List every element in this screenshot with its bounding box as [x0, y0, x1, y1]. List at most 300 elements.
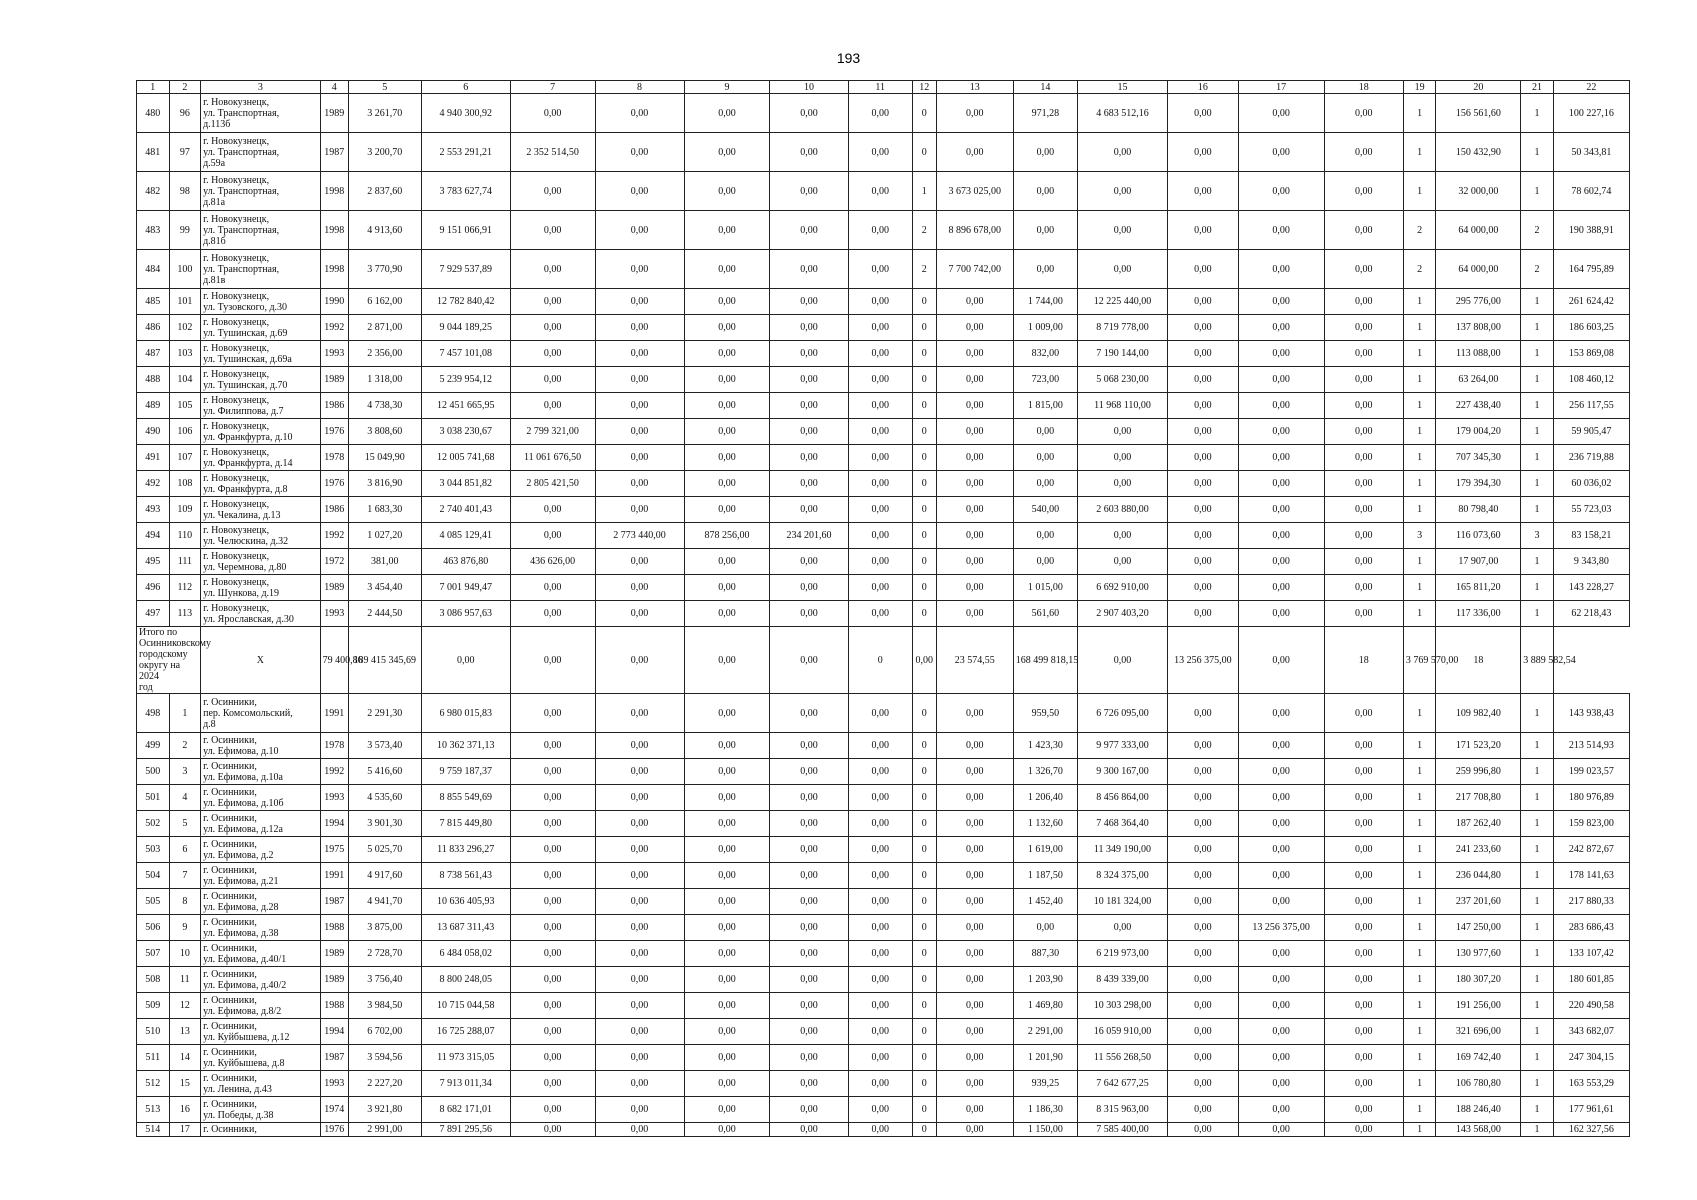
table-row [137, 837, 1630, 863]
table-cell: 508 [137, 967, 170, 993]
table-cell: 0,00 [1168, 133, 1239, 172]
table-cell: 117 336,00 [1436, 601, 1521, 627]
table-cell: 0,00 [1013, 133, 1077, 172]
table-cell: 0,00 [770, 1071, 848, 1097]
table-cell: 13 256 375,00 [1238, 915, 1324, 941]
table-cell: 321 696,00 [1436, 1019, 1521, 1045]
table-cell: 108 [169, 471, 201, 497]
table-cell: 62 218,43 [1553, 601, 1629, 627]
table-cell: 0,00 [1168, 941, 1239, 967]
table-cell: 2 907 403,20 [1077, 601, 1167, 627]
table-cell: 3 808,60 [348, 419, 421, 445]
table-cell: X [201, 627, 321, 694]
column-number: 18 [1324, 81, 1403, 94]
table-cell: 11 [169, 967, 201, 993]
table-cell: 0,00 [770, 837, 848, 863]
table-cell: 60 036,02 [1553, 471, 1629, 497]
address-cell: г. Новокузнецк, ул. Франкфурта, д.10 [201, 419, 321, 445]
table-cell: 0,00 [510, 837, 595, 863]
table-cell: 12 005 741,68 [421, 445, 510, 471]
table-cell: 108 460,12 [1553, 367, 1629, 393]
address-cell: г. Осинники, ул. Куйбышева, д.8 [201, 1045, 321, 1071]
table-cell: 0,00 [1013, 915, 1077, 941]
table-cell: 0,00 [770, 889, 848, 915]
table-cell: 0,00 [1077, 549, 1167, 575]
table-cell: 0,00 [1013, 445, 1077, 471]
table-cell: 0,00 [848, 1071, 912, 1097]
table-cell: 0,00 [684, 315, 770, 341]
table-row [137, 497, 1630, 523]
table-cell: 256 117,55 [1553, 393, 1629, 419]
table-cell: 130 977,60 [1436, 941, 1521, 967]
address-cell: г. Осинники, ул. Куйбышева, д.12 [201, 1019, 321, 1045]
table-cell: 0 [912, 367, 936, 393]
table-cell: 1978 [320, 733, 348, 759]
table-cell: 0,00 [848, 393, 912, 419]
table-cell: 0,00 [936, 1123, 1013, 1137]
column-number: 19 [1403, 81, 1436, 94]
table-cell: 1 [1403, 419, 1436, 445]
table-cell: 5 416,60 [348, 759, 421, 785]
table-cell: 0,00 [595, 211, 684, 250]
table-cell: 101 [169, 289, 201, 315]
table-cell: 0,00 [1168, 341, 1239, 367]
table-cell: 482 [137, 172, 170, 211]
table-cell: 0,00 [848, 837, 912, 863]
table-cell: 7 190 144,00 [1077, 341, 1167, 367]
table-cell: 0,00 [1168, 993, 1239, 1019]
table-cell: 1 [1521, 1123, 1554, 1137]
table-cell: 0,00 [848, 1045, 912, 1071]
table-cell: 1 [1521, 1019, 1554, 1045]
address-cell: г. Новокузнецк, ул. Франкфурта, д.14 [201, 445, 321, 471]
table-cell: 0,00 [848, 445, 912, 471]
table-cell: 0,00 [1238, 315, 1324, 341]
table-cell: 1 [1403, 601, 1436, 627]
table-cell: 0,00 [510, 601, 595, 627]
table-cell: 0,00 [848, 289, 912, 315]
table-cell: 0,00 [1324, 1123, 1403, 1137]
table-cell: 0 [912, 1045, 936, 1071]
table-cell: 0,00 [1168, 1045, 1239, 1071]
table-row [137, 785, 1630, 811]
table-cell: 2 227,20 [348, 1071, 421, 1097]
table-cell: 23 574,55 [936, 627, 1013, 694]
table-cell: 0,00 [1238, 863, 1324, 889]
table-cell: 1 [1403, 289, 1436, 315]
table-cell: 0,00 [848, 759, 912, 785]
table-cell: 0,00 [936, 759, 1013, 785]
table-row [137, 211, 1630, 250]
table-cell: 16 [169, 1097, 201, 1123]
table-cell: 498 [137, 694, 170, 733]
table-cell: 0,00 [1077, 471, 1167, 497]
table-cell: 0,00 [1168, 785, 1239, 811]
table-cell: 0,00 [1168, 419, 1239, 445]
table-cell: 0,00 [510, 172, 595, 211]
table-cell: 0 [912, 837, 936, 863]
table-cell: 0,00 [1238, 627, 1324, 694]
table-cell: 180 307,20 [1436, 967, 1521, 993]
table-cell: 0,00 [936, 94, 1013, 133]
table-cell: 0,00 [770, 967, 848, 993]
table-cell: 0,00 [595, 993, 684, 1019]
table-cell: 1 027,20 [348, 523, 421, 549]
table-cell: 0,00 [1238, 694, 1324, 733]
table-cell: 1 [1521, 889, 1554, 915]
table-cell: 0 [912, 341, 936, 367]
table-cell: 79 400,86 [320, 627, 348, 694]
table-cell: 15 [169, 1071, 201, 1097]
table-cell: 1 206,40 [1013, 785, 1077, 811]
table-cell: 12 451 665,95 [421, 393, 510, 419]
table-cell: 1 187,50 [1013, 863, 1077, 889]
table-cell: 0 [912, 915, 936, 941]
table-cell: 3 770,90 [348, 250, 421, 289]
table-cell: 6 [169, 837, 201, 863]
table-cell: 1 [1403, 1019, 1436, 1045]
table-cell: 0,00 [770, 315, 848, 341]
table-cell: 493 [137, 497, 170, 523]
table-cell: 237 201,60 [1436, 889, 1521, 915]
table-cell: 506 [137, 915, 170, 941]
table-cell: 0,00 [1324, 341, 1403, 367]
table-cell: 1 [1521, 785, 1554, 811]
address-cell: г. Новокузнецк, ул. Чекалина, д.13 [201, 497, 321, 523]
table-cell: 0 [912, 497, 936, 523]
column-number: 4 [320, 81, 348, 94]
table-cell: 0,00 [595, 497, 684, 523]
table-cell: 0,00 [936, 1071, 1013, 1097]
table-cell: 0,00 [684, 445, 770, 471]
table-cell: 0,00 [1324, 393, 1403, 419]
table-cell: 0,00 [770, 471, 848, 497]
table-cell: 1993 [320, 341, 348, 367]
table-cell: 0,00 [1238, 575, 1324, 601]
table-cell: 0,00 [510, 315, 595, 341]
address-cell: г. Осинники, ул. Ефимова, д.8/2 [201, 993, 321, 1019]
table-cell: 1 [1521, 915, 1554, 941]
table-cell: 0,00 [848, 211, 912, 250]
table-cell: 7 929 537,89 [421, 250, 510, 289]
table-cell: 0,00 [510, 367, 595, 393]
table-cell: 7 585 400,00 [1077, 1123, 1167, 1137]
table-cell: 0,00 [595, 811, 684, 837]
table-cell: 80 798,40 [1436, 497, 1521, 523]
table-cell: 10 [169, 941, 201, 967]
table-cell: 0,00 [936, 837, 1013, 863]
table-cell: 0,00 [1324, 1071, 1403, 1097]
table-cell: 1994 [320, 811, 348, 837]
table-cell: 0,00 [510, 211, 595, 250]
table-cell: 1998 [320, 172, 348, 211]
table-cell: 1998 [320, 211, 348, 250]
table-cell: 3 921,80 [348, 1097, 421, 1123]
address-cell: г. Новокузнецк, ул. Филиппова, д.7 [201, 393, 321, 419]
table-cell: 0,00 [1168, 811, 1239, 837]
table-cell: 0,00 [1077, 250, 1167, 289]
table-cell: 1 [1403, 94, 1436, 133]
table-cell: 3 769 570,00 [1403, 627, 1436, 694]
table-cell: 0,00 [936, 1045, 1013, 1071]
table-cell: 3 038 230,67 [421, 419, 510, 445]
table-cell: 0,00 [1238, 1123, 1324, 1137]
table-cell: 0,00 [936, 967, 1013, 993]
table-cell: 0,00 [1324, 863, 1403, 889]
table-cell: 4 [169, 785, 201, 811]
table-cell: 0,00 [1168, 575, 1239, 601]
table-cell: 492 [137, 471, 170, 497]
table-cell: 0,00 [936, 941, 1013, 967]
address-cell: г. Новокузнецк, ул. Тузовского, д.30 [201, 289, 321, 315]
table-cell: 1 [1403, 341, 1436, 367]
table-cell: 0,00 [510, 575, 595, 601]
column-number: 21 [1521, 81, 1554, 94]
table-cell: 1 [1521, 1045, 1554, 1071]
table-cell: 0 [912, 733, 936, 759]
table-cell: 1988 [320, 993, 348, 1019]
table-cell: 0,00 [1324, 419, 1403, 445]
table-cell: 0,00 [510, 1097, 595, 1123]
table-cell: 99 [169, 211, 201, 250]
table-cell: 1 [169, 694, 201, 733]
table-cell: 436 626,00 [510, 549, 595, 575]
table-cell: 0 [912, 941, 936, 967]
table-cell: 0,00 [1238, 393, 1324, 419]
table-cell: 169 742,40 [1436, 1045, 1521, 1071]
table-cell: 180 601,85 [1553, 967, 1629, 993]
table-cell: 0,00 [1324, 497, 1403, 523]
table-cell: 381,00 [348, 549, 421, 575]
table-cell: 0,00 [770, 419, 848, 445]
table-cell: 2 [169, 733, 201, 759]
table-cell: 143 938,43 [1553, 694, 1629, 733]
table-cell: 4 941,70 [348, 889, 421, 915]
column-number: 22 [1553, 81, 1629, 94]
table-cell: 0,00 [1013, 523, 1077, 549]
table-cell: 163 553,29 [1553, 1071, 1629, 1097]
address-cell: г. Осинники, ул. Ефимова, д.10б [201, 785, 321, 811]
table-cell: 0,00 [848, 993, 912, 1019]
table-cell: 1 [1521, 993, 1554, 1019]
table-cell: 0,00 [936, 419, 1013, 445]
table-cell: 171 523,20 [1436, 733, 1521, 759]
table-cell: 0 [912, 785, 936, 811]
table-cell: 9 759 187,37 [421, 759, 510, 785]
table-cell: 1 [1403, 889, 1436, 915]
table-row [137, 733, 1630, 759]
table-cell: 1 [1403, 967, 1436, 993]
table-cell: 0,00 [1324, 94, 1403, 133]
table-cell: 2 [1521, 250, 1554, 289]
table-cell: 0,00 [770, 172, 848, 211]
table-cell: 0,00 [1168, 172, 1239, 211]
table-cell: 0,00 [848, 1123, 912, 1137]
table-cell: 4 683 512,16 [1077, 94, 1167, 133]
address-cell: г. Новокузнецк, ул. Транспортная, д.81а [201, 172, 321, 211]
table-cell: 2 553 291,21 [421, 133, 510, 172]
table-cell: 1992 [320, 523, 348, 549]
table-cell: 463 876,80 [421, 549, 510, 575]
table-cell: 17 [169, 1123, 201, 1137]
table-cell: 2 [912, 250, 936, 289]
table-cell: 150 432,90 [1436, 133, 1521, 172]
table-cell: 0,00 [684, 811, 770, 837]
table-cell: 0,00 [510, 627, 595, 694]
table-cell: 0,00 [1324, 993, 1403, 1019]
table-cell: 1 [1403, 393, 1436, 419]
table-cell: 6 692 910,00 [1077, 575, 1167, 601]
table-cell: 939,25 [1013, 1071, 1077, 1097]
table-cell: 97 [169, 133, 201, 172]
table-cell: 7 815 449,80 [421, 811, 510, 837]
table-row [137, 445, 1630, 471]
table-cell: 0,00 [848, 575, 912, 601]
table-cell: 1 009,00 [1013, 315, 1077, 341]
table-cell: 156 561,60 [1436, 94, 1521, 133]
table-cell: 6 484 058,02 [421, 941, 510, 967]
table-row [137, 289, 1630, 315]
address-cell: г. Новокузнецк, ул. Транспортная, д.81в [201, 250, 321, 289]
table-cell: 13 256 375,00 [1168, 627, 1239, 694]
table-cell: 9 [169, 915, 201, 941]
table-cell: 7 001 949,47 [421, 575, 510, 601]
table-cell: 0,00 [848, 133, 912, 172]
table-row [137, 172, 1630, 211]
table-cell: 8 324 375,00 [1077, 863, 1167, 889]
table-cell: 6 702,00 [348, 1019, 421, 1045]
table-cell: 0,00 [770, 915, 848, 941]
table-cell: 0,00 [1168, 1097, 1239, 1123]
table-cell: 0,00 [595, 94, 684, 133]
table-cell: 0,00 [684, 1045, 770, 1071]
table-cell: 11 349 190,00 [1077, 837, 1167, 863]
table-cell: 0,00 [936, 471, 1013, 497]
table-cell: 1 [1403, 367, 1436, 393]
table-cell: 1 [1403, 733, 1436, 759]
table-cell: 9 343,80 [1553, 549, 1629, 575]
table-cell: 1 [1403, 445, 1436, 471]
table-cell: 0,00 [1238, 289, 1324, 315]
table-cell: 1 469,80 [1013, 993, 1077, 1019]
table-cell: 887,30 [1013, 941, 1077, 967]
table-cell: 0,00 [1238, 889, 1324, 915]
table-row [137, 993, 1630, 1019]
table-cell: 10 303 298,00 [1077, 993, 1167, 1019]
table-cell: 3 573,40 [348, 733, 421, 759]
table-cell: 0 [912, 967, 936, 993]
table-cell: 18 [1324, 627, 1403, 694]
table-cell: 0,00 [1324, 967, 1403, 993]
table-cell: 1988 [320, 915, 348, 941]
table-cell: 0,00 [1168, 549, 1239, 575]
table-cell: 832,00 [1013, 341, 1077, 367]
table-cell: 0,00 [595, 471, 684, 497]
table-cell: 59 905,47 [1553, 419, 1629, 445]
table-cell: 0,00 [1168, 315, 1239, 341]
address-cell: г. Осинники, ул. Ефимова, д.28 [201, 889, 321, 915]
table-cell: 12 782 840,42 [421, 289, 510, 315]
table-cell: 1 [1403, 1097, 1436, 1123]
table-cell: 0,00 [595, 133, 684, 172]
table-cell: 1 [1403, 915, 1436, 941]
table-cell: 3 984,50 [348, 993, 421, 1019]
table-cell: 1 [1403, 837, 1436, 863]
table-cell: 0,00 [684, 941, 770, 967]
table-cell: 1 [1521, 497, 1554, 523]
table-cell: 1 [1521, 967, 1554, 993]
table-cell: 0,00 [770, 133, 848, 172]
table-cell: 0,00 [770, 694, 848, 733]
table-cell: 500 [137, 759, 170, 785]
table-cell: 9 044 189,25 [421, 315, 510, 341]
table-cell: 3 594,56 [348, 1045, 421, 1071]
table-cell: 1 [1521, 1097, 1554, 1123]
data-table [136, 80, 1630, 1137]
table-cell: 83 158,21 [1553, 523, 1629, 549]
table-cell: 0,00 [595, 889, 684, 915]
table-cell: 9 151 066,91 [421, 211, 510, 250]
table-cell: 100 [169, 250, 201, 289]
table-cell: 0,00 [595, 172, 684, 211]
table-cell: 78 602,74 [1553, 172, 1629, 211]
table-cell: 878 256,00 [684, 523, 770, 549]
table-cell: 0,00 [684, 94, 770, 133]
table-cell: 0,00 [1077, 172, 1167, 211]
table-cell: 236 044,80 [1436, 863, 1521, 889]
table-cell: 1978 [320, 445, 348, 471]
table-cell: 3 889 582,54 [1521, 627, 1554, 694]
table-cell: 3 901,30 [348, 811, 421, 837]
table-cell: 0,00 [510, 785, 595, 811]
table-cell: 3 454,40 [348, 575, 421, 601]
table-cell: 0,00 [1168, 250, 1239, 289]
table-cell: 10 636 405,93 [421, 889, 510, 915]
table-cell: 0,00 [848, 863, 912, 889]
table-cell: 162 327,56 [1553, 1123, 1629, 1137]
table-cell: 0,00 [770, 445, 848, 471]
column-number: 6 [421, 81, 510, 94]
column-number-row [137, 81, 1630, 94]
table-cell: 0,00 [770, 393, 848, 419]
table-cell: 0,00 [684, 1019, 770, 1045]
table-row [137, 367, 1630, 393]
column-number: 8 [595, 81, 684, 94]
table-cell: 1 [1403, 1123, 1436, 1137]
table-row [137, 471, 1630, 497]
table-cell: 2 799 321,00 [510, 419, 595, 445]
table-cell: 485 [137, 289, 170, 315]
table-cell: 186 603,25 [1553, 315, 1629, 341]
table-cell: 0,00 [770, 250, 848, 289]
table-cell: 0,00 [770, 941, 848, 967]
table-cell: 0,00 [1324, 601, 1403, 627]
table-cell: 0,00 [1168, 289, 1239, 315]
address-cell: г. Осинники, ул. Ефимова, д.2 [201, 837, 321, 863]
table-cell: 0,00 [848, 694, 912, 733]
table-cell: 8 [169, 889, 201, 915]
table-cell: 0,00 [684, 601, 770, 627]
table-cell: 2 728,70 [348, 941, 421, 967]
table-cell: 0,00 [510, 1019, 595, 1045]
table-cell: 64 000,00 [1436, 250, 1521, 289]
table-cell: 165 811,20 [1436, 575, 1521, 601]
table-row [137, 915, 1630, 941]
table-cell: 0,00 [1238, 941, 1324, 967]
table-cell: 0,00 [1168, 471, 1239, 497]
table-cell: 0,00 [848, 1097, 912, 1123]
address-cell: г. Новокузнецк, ул. Тушинская, д.70 [201, 367, 321, 393]
